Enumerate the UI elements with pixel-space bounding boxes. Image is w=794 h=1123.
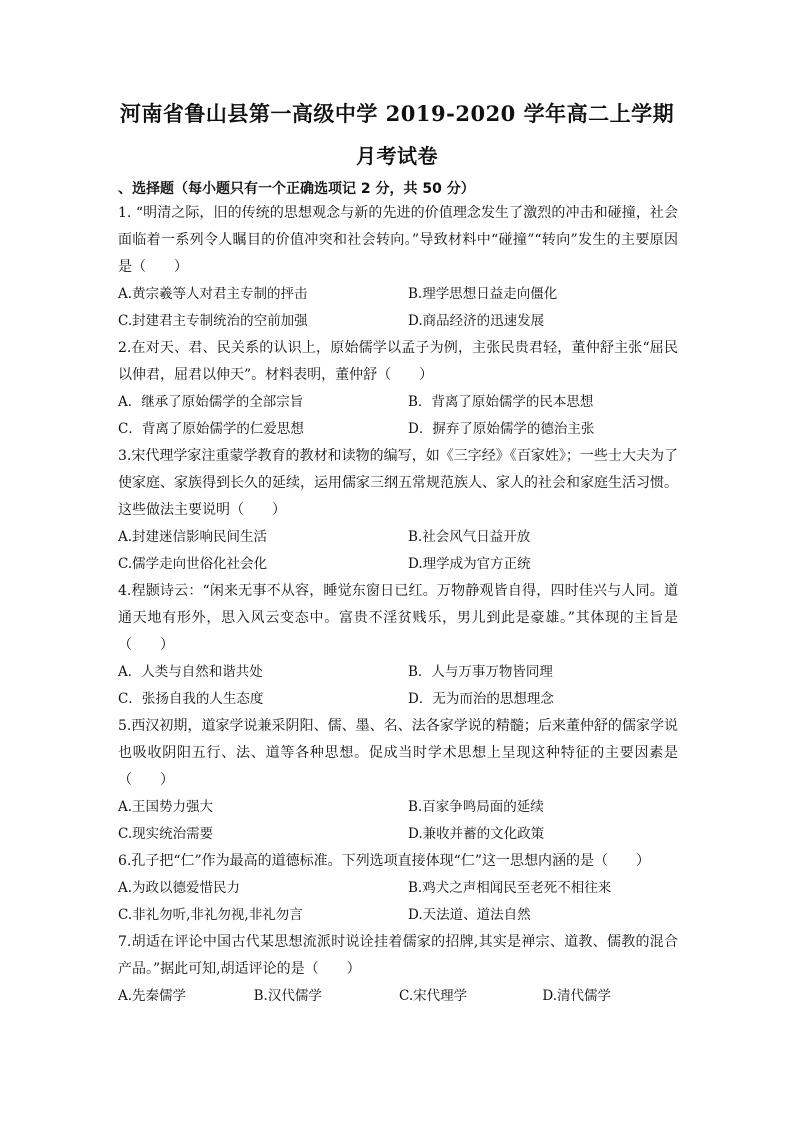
question-stem: 5.西汉初期，道家学说兼采阴阳、儒、墨、名、法各家学说的精髓；后来董仲舒的儒家学说也吸收阴阳五行、法、道等各种思想。促成当时学术思想上呈现这种特征的主要因素是（ ） <box>118 718 678 788</box>
question-list <box>118 200 678 1010</box>
option-a: A.黄宗羲等人对君主专制的抨击 <box>118 286 308 302</box>
option-row <box>118 308 678 335</box>
question-1 <box>118 200 678 335</box>
option-row <box>118 659 678 686</box>
option-row <box>118 875 678 902</box>
option-d: D.兼收并蓄的文化政策 <box>408 826 545 842</box>
question-6 <box>118 848 678 929</box>
option-a: A.先秦儒学 <box>118 988 187 1004</box>
option-d: D．无为而治的思想理念 <box>408 691 554 707</box>
option-b: B.鸡犬之声相闻民至老死不相往来 <box>408 880 612 896</box>
exam-title: 河南省鲁山县第一高级中学 2019-2020 学年高二上学期 <box>119 101 675 126</box>
option-row <box>118 389 678 416</box>
question-3 <box>118 443 678 578</box>
question-stem: 6.孔子把“仁”作为最高的道德标准。下列选项直接体现“仁”这一思想内涵的是（ ） <box>118 853 650 869</box>
option-a: A．人类与自然和谐共处 <box>118 664 263 680</box>
question-stem: 2.在对天、君、民关系的认识上，原始儒学以孟子为例，主张民贵君轻，董仲舒主张“屈民以伸君，屈君以伸天”。材料表明，董仲舒（ ） <box>118 340 678 383</box>
option-row <box>118 902 678 929</box>
option-b: B．背离了原始儒学的民本思想 <box>408 394 594 410</box>
exam-subtitle: 月考试卷 <box>356 144 438 168</box>
option-c: C.儒学走向世俗化社会化 <box>118 556 268 572</box>
option-row <box>118 983 678 1010</box>
option-row <box>118 551 678 578</box>
option-c: C．张扬自我的人生态度 <box>118 691 264 707</box>
option-row <box>118 416 678 443</box>
option-b: B.理学思想日益走向僵化 <box>408 286 558 302</box>
question-5 <box>118 713 678 848</box>
question-stem: 1. “明清之际，旧的传统的思想观念与新的先进的价值理念发生了激烈的冲击和碰撞，社会面临着一系列令人瞩目的价值冲突和社会转向。”导致材料中“碰撞”“转向”发生的主要原因是（ ） <box>118 205 678 275</box>
option-row <box>118 524 678 551</box>
option-a: A.王国势力强大 <box>118 799 214 815</box>
option-d: D.商品经济的迅速发展 <box>408 313 545 329</box>
option-c: C.宋代理学 <box>398 988 468 1004</box>
question-7 <box>118 929 678 1010</box>
question-stem: 7.胡适在评论中国古代某思想流派时说诠挂着儒家的招牌,其实是禅宗、道教、儒教的混合产品。”据此可知,胡适评论的是（ ） <box>118 934 678 977</box>
option-b: B.汉代儒学 <box>253 988 322 1004</box>
option-b: B.社会风气日益开放 <box>408 529 531 545</box>
option-row <box>118 821 678 848</box>
option-row <box>118 281 678 308</box>
option-d: D．摒弃了原始儒学的德治主张 <box>408 421 595 437</box>
option-c: C．背离了原始儒学的仁爱思想 <box>118 421 304 437</box>
option-a: A.为政以德爱惜民力 <box>118 880 241 896</box>
option-row <box>118 686 678 713</box>
option-b: B.百家争鸣局面的延续 <box>408 799 544 815</box>
option-d: D.清代儒学 <box>542 988 611 1004</box>
question-4 <box>118 578 678 713</box>
option-c: C.现实统治需要 <box>118 826 214 842</box>
option-a: A.封建迷信影响民间生活 <box>118 529 268 545</box>
option-d: D.理学成为官方正统 <box>408 556 531 572</box>
option-a: A．继承了原始儒学的全部宗旨 <box>118 394 304 410</box>
option-c: C.封建君主专制统治的空前加强 <box>118 313 308 329</box>
option-b: B．人与万事万物皆同理 <box>408 664 553 680</box>
question-stem: 4.程颢诗云：“闲来无事不从容，睡觉东窗日已红。万物静观皆自得，四时佳兴与人同。道通天地有形外，思入风云变态中。富贵不淫贫贱乐，男儿到此是豪雄。”其体现的主旨是（ ） <box>118 583 678 653</box>
section-heading: 、选择题（每小题只有一个正确选项记 2 分，共 50 分） <box>118 181 475 197</box>
option-row <box>118 794 678 821</box>
option-c: C.非礼勿听,非礼勿视,非礼勿言 <box>118 907 303 923</box>
question-stem: 3.宋代理学家注重蒙学教育的教材和读物的编写，如《三字经》《百家姓》；一些士大夫为了使家庭、家族得到长久的延续，运用儒家三纲五常规范族人、家人的社会和家庭生活习惯。这些做法主要说明（ ） <box>118 448 678 518</box>
option-d: D.天法道、道法自然 <box>408 907 531 923</box>
question-2 <box>118 335 678 443</box>
